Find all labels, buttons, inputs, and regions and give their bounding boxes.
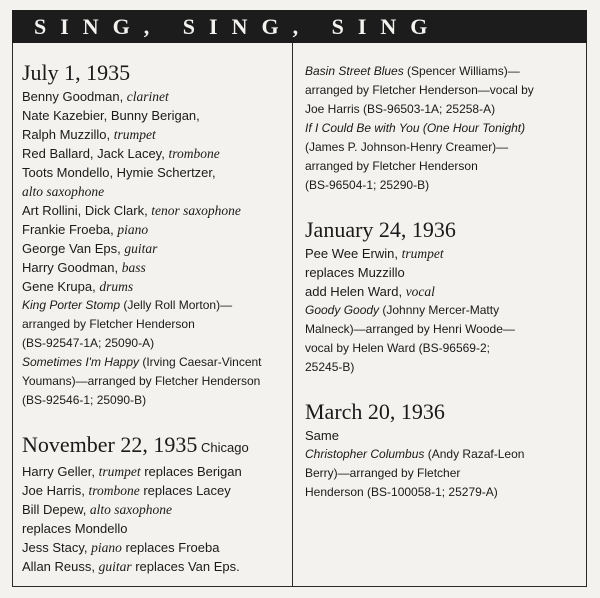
session-location: Chicago: [197, 440, 249, 455]
personnel-line: George Van Eps, guitar: [22, 241, 158, 256]
track-line: arranged by Fletcher Henderson: [305, 159, 478, 173]
session-march-1936: [305, 399, 590, 502]
personnel-line: replaces Mondello: [22, 521, 128, 536]
track-line: arranged by Fletcher Henderson: [22, 317, 195, 331]
track-line: (BS-92546-1; 25090-B): [22, 393, 147, 407]
track-line: (James P. Johnson-Henry Creamer)—: [305, 140, 509, 154]
track-line: Berry)—arranged by Fletcher: [305, 466, 461, 480]
personnel-line: Benny Goodman, clarinet: [22, 89, 169, 104]
track-line: Goody Goody (Johnny Mercer-Matty: [305, 303, 500, 317]
track-line: If I Could Be with You (One Hour Tonight): [305, 121, 526, 135]
personnel-line: Frankie Froeba, piano: [22, 222, 149, 237]
track-line: arranged by Fletcher Henderson—vocal by: [305, 83, 534, 97]
page-title: SING, SING, SING: [34, 13, 442, 39]
personnel-line: alto saxophone: [22, 184, 105, 199]
personnel-line: Toots Mondello, Hymie Schertzer,: [22, 165, 216, 180]
track-line: Youmans)—arranged by Fletcher Henderson: [22, 374, 261, 388]
personnel-line: Pee Wee Erwin, trumpet: [305, 246, 444, 261]
personnel-line: Joe Harris, trombone replaces Lacey: [22, 483, 231, 498]
track-line: (BS-96504-1; 25290-B): [305, 178, 430, 192]
personnel-line: Nate Kazebier, Bunny Berigan,: [22, 108, 200, 123]
track-line: 25245-B): [305, 360, 355, 374]
column-divider: [292, 43, 293, 586]
track-line: Sometimes I'm Happy (Irving Caesar-Vincent: [22, 355, 262, 369]
session-date: July 1, 1935: [22, 60, 131, 85]
track-line: Henderson (BS-100058-1; 25279-A): [305, 485, 498, 499]
personnel-line: Same: [305, 428, 339, 443]
track-line: Christopher Columbus (Andy Razaf-Leon: [305, 447, 525, 461]
session-november-1935: [22, 432, 290, 576]
personnel-line: add Helen Ward, vocal: [305, 284, 435, 299]
track-line: Basin Street Blues (Spencer Williams)—: [305, 64, 520, 78]
session-date: November 22, 1935 Chicago: [22, 432, 249, 457]
session-continued: [305, 62, 590, 195]
personnel-line: replaces Muzzillo: [305, 265, 405, 280]
personnel-line: Harry Goodman, bass: [22, 260, 146, 275]
track-line: King Porter Stomp (Jelly Roll Morton)—: [22, 298, 233, 312]
personnel-line: Allan Reuss, guitar replaces Van Eps.: [22, 559, 240, 574]
track-line: Malneck)—arranged by Henri Woode—: [305, 322, 515, 336]
left-column: [22, 58, 290, 576]
personnel-line: Harry Geller, trumpet replaces Berigan: [22, 464, 242, 479]
session-january-1936: [305, 217, 590, 377]
personnel-line: Bill Depew, alto saxophone: [22, 502, 173, 517]
personnel-line: Gene Krupa, drums: [22, 279, 134, 294]
track-line: Joe Harris (BS-96503-1A; 25258-A): [305, 102, 496, 116]
session-date: January 24, 1936: [305, 217, 456, 242]
personnel-line: Red Ballard, Jack Lacey, trombone: [22, 146, 220, 161]
header-bar: [12, 10, 587, 43]
track-line: vocal by Helen Ward (BS-96569-2;: [305, 341, 490, 355]
personnel-line: Ralph Muzzillo, trumpet: [22, 127, 156, 142]
session-date: March 20, 1936: [305, 399, 445, 424]
session-july-1935: [22, 60, 290, 410]
personnel-line: Jess Stacy, piano replaces Froeba: [22, 540, 220, 555]
personnel-line: Art Rollini, Dick Clark, tenor saxophone: [22, 203, 241, 218]
track-line: (BS-92547-1A; 25090-A): [22, 336, 155, 350]
right-column: [305, 62, 590, 502]
